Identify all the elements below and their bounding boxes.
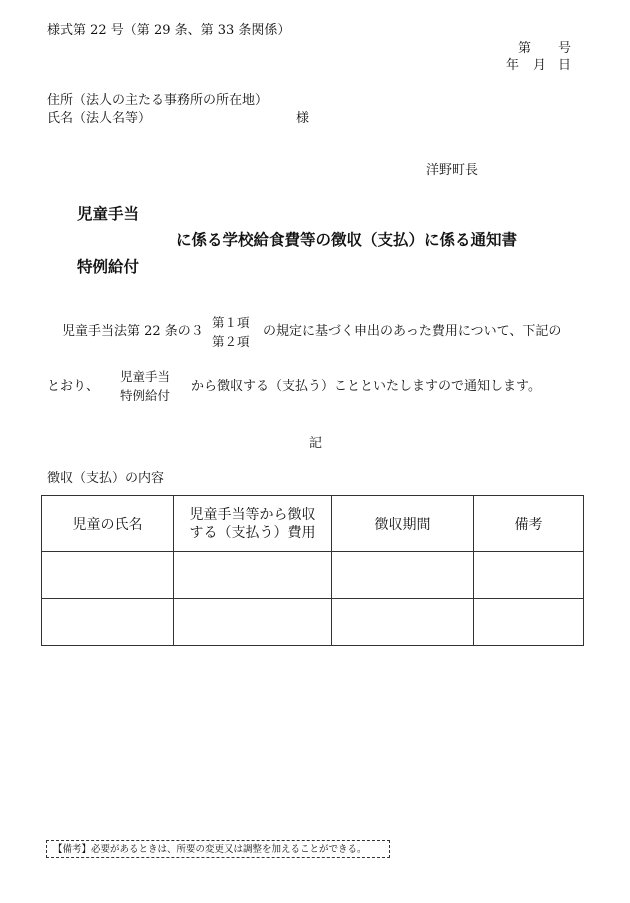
cell-cost[interactable]: [174, 599, 332, 646]
address-label: 住所（法人の主たる事務所の所在地）: [47, 93, 269, 108]
title-option-1: 児童手当: [77, 205, 140, 223]
ki-marker: 記: [309, 436, 323, 451]
cell-child-name[interactable]: [42, 599, 174, 646]
title-option-2: 特例給付: [77, 258, 140, 276]
cell-child-name[interactable]: [42, 552, 174, 599]
body-option-2: 特例給付: [120, 388, 171, 403]
body-line1-prefix: 児童手当法第 22 条の３: [62, 324, 204, 339]
header-child-name: 児童の氏名: [42, 496, 174, 552]
table-row: [42, 552, 584, 599]
body-option-1: 児童手当: [120, 369, 171, 384]
cell-period[interactable]: [332, 552, 474, 599]
cell-cost[interactable]: [174, 552, 332, 599]
date-year: 年: [506, 58, 520, 73]
name-label: 氏名（法人名等）: [47, 111, 152, 126]
form-number: 様式第 22 号（第 29 条、第 33 条関係）: [47, 23, 291, 38]
date-day: 日: [558, 58, 572, 73]
section-label: 徴収（支払）の内容: [47, 471, 165, 486]
body-line2-prefix: とおり、: [47, 379, 100, 394]
body-line1-suffix: の規定に基づく申出のあった費用について、下記の: [263, 324, 562, 339]
header-period: 徴収期間: [332, 496, 474, 552]
doc-number-prefix: 第: [518, 41, 532, 56]
body-line2-suffix: から徴収する（支払う）ことといたしますので通知します。: [191, 379, 541, 394]
date-month: 月: [533, 58, 547, 73]
cell-remarks[interactable]: [474, 599, 584, 646]
document-title: に係る学校給食費等の徴収（支払）に係る通知書: [176, 231, 518, 249]
table-row: [42, 599, 584, 646]
cell-remarks[interactable]: [474, 552, 584, 599]
header-cost: 児童手当等から徴収 する（支払う）費用: [174, 496, 332, 552]
header-remarks: 備考: [474, 496, 584, 552]
sender-name: 洋野町長: [426, 163, 479, 178]
doc-number-suffix: 号: [558, 41, 572, 56]
clause-1: 第１項: [212, 315, 250, 330]
content-table: [41, 495, 584, 646]
honorific: 様: [296, 111, 310, 126]
remarks-note: 【備考】必要があるときは、所要の変更又は調整を加えることができる。: [46, 840, 390, 858]
table-header-row: [42, 496, 584, 552]
cell-period[interactable]: [332, 599, 474, 646]
clause-2: 第２項: [212, 334, 250, 349]
